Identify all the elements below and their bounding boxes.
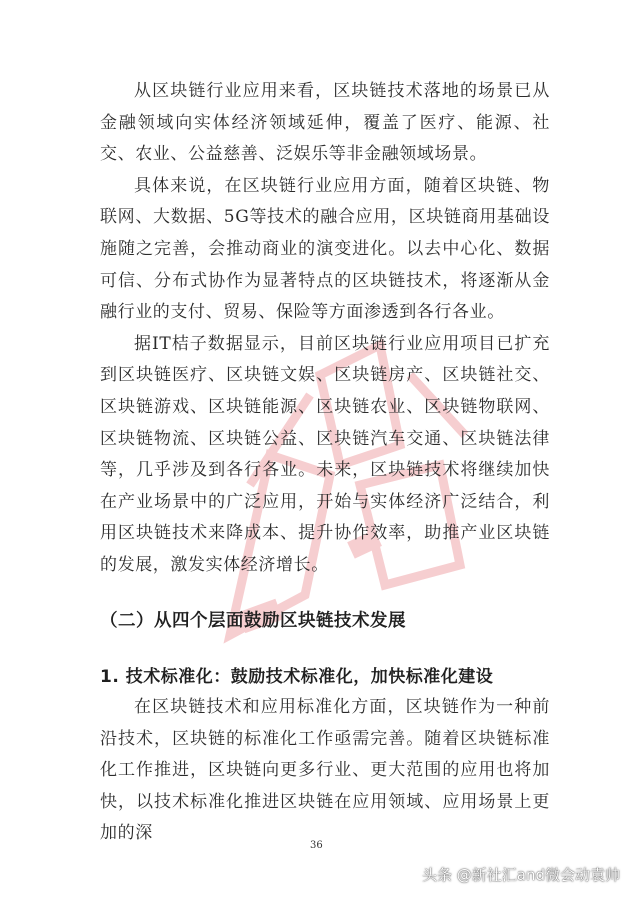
source-credit: 头条 @新社汇and微会动袁帅 xyxy=(422,866,620,884)
section-heading: （二）从四个层面鼓励区块链技术发展 xyxy=(100,611,406,631)
subsection-heading: 1. 技术标准化：鼓励技术标准化，加快标准化建设 xyxy=(100,667,494,687)
paragraph-1: 从区块链行业应用来看，区块链技术落地的场景已从金融领域向实体经济领域延伸，覆盖了医疗、能源、社交、农业、公益慈善、泛娱乐等非金融领域场景。 xyxy=(100,81,550,165)
paragraph-2: 具体来说，在区块链行业应用方面，随着区块链、物联网、大数据、5G等技术的融合应用，区块链商用基础设施随之完善，会推动商业的演变进化。以去中心化、数据可信、分布式协作为显著特点的区块链技术，将逐渐从金融行业的支付、贸易、保险等方面渗透到各行各业。 xyxy=(100,175,550,323)
paragraph-4: 在区块链技术和应用标准化方面，区块链作为一种前沿技术，区块链的标准化工作亟需完善。随着区块链标准化工作推进，区块链向更多行业、更大范围的应用也将加快，以技术标准化推进区块链在应用领域、应用场景上更加的深 xyxy=(100,697,550,844)
paragraph-3: 据IT桔子数据显示，目前区块链行业应用项目已扩充到区块链医疗、区块链文娱、区块链房产、区块链社交、区块链游戏、区块链能源、区块链农业、区块链物联网、区块链物流、区块链公益、区块链汽车交通、区块链法律等，几乎涉及到各行各业。未来，区块链技术将继续加快在产业场景中的广泛应用，开始与实体经济广泛结合，利用区块链技术来降成本、提升协作效率，助推产业区块链的发展，激发实体经济增长。 xyxy=(100,333,550,575)
body-text-bottom xyxy=(100,692,550,850)
body-text-top xyxy=(100,76,550,582)
page-number: 36 xyxy=(310,840,323,851)
